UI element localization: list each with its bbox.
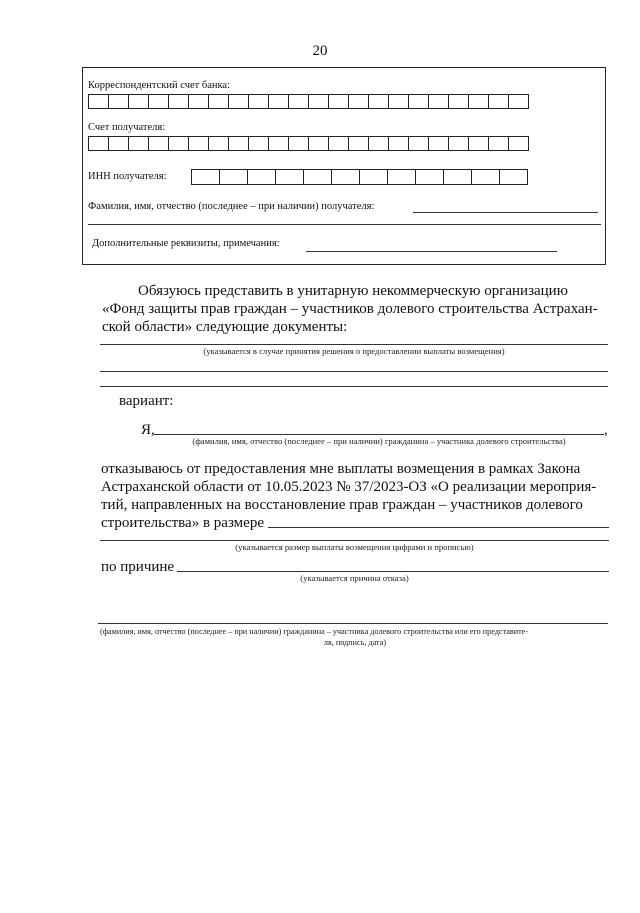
refusal-line-4: строительства» в размере bbox=[101, 515, 264, 531]
signature-caption-line-2: ля, подпись, дата) bbox=[323, 638, 387, 647]
reason-caption: (указывается причина отказа) bbox=[300, 573, 409, 583]
amount-caption: (указывается размер выплаты возмещения цифрами и прописью) bbox=[235, 542, 474, 552]
corr-account-cells[interactable] bbox=[88, 94, 529, 109]
amount-line-2[interactable] bbox=[100, 540, 609, 541]
page-number: 20 bbox=[312, 43, 328, 59]
refusal-line-1: отказываюсь от предоставления мне выплаты возмещения в рамках Закона bbox=[101, 461, 581, 477]
recipient-name-line[interactable] bbox=[413, 212, 598, 213]
corr-account-label: Корреспондентский счет банка: bbox=[88, 80, 231, 91]
commitment-line-2: «Фонд защиты прав граждан – участников долевого строительства Астрахан- bbox=[102, 301, 598, 317]
documents-caption: (указывается в случае принятия решения о предоставлении выплаты возмещения) bbox=[203, 346, 505, 356]
commitment-line-1: Обязуюсь представить в унитарную некоммерческую организацию bbox=[138, 283, 568, 299]
inn-cells[interactable] bbox=[191, 169, 528, 185]
ya-label: Я, bbox=[141, 422, 155, 438]
refusal-line-3: тий, направленных на восстановление прав граждан – участников долевого bbox=[101, 497, 583, 513]
signature-caption-line-1: (фамилия, имя, отчество (последнее – при наличии) гражданина – участника долевого строительства или его представите- bbox=[100, 627, 529, 636]
reason-line[interactable] bbox=[177, 571, 609, 572]
documents-line-3[interactable] bbox=[100, 386, 608, 387]
recipient-name-label: Фамилия, имя, отчество (последнее – при наличии) получателя: bbox=[88, 201, 375, 212]
citizen-name-caption: (фамилия, имя, отчество (последнее – при наличии) гражданина – участника долевого строительства) bbox=[192, 436, 566, 446]
recipient-account-label: Счет получателя: bbox=[88, 122, 166, 133]
citizen-name-line[interactable] bbox=[154, 434, 604, 435]
inn-label: ИНН получателя: bbox=[88, 171, 167, 182]
amount-line-1[interactable] bbox=[268, 527, 609, 528]
additional-label: Дополнительные реквизиты, примечания: bbox=[92, 238, 280, 249]
reason-label: по причине bbox=[101, 559, 175, 575]
refusal-line-2: Астраханской области от 10.05.2023 № 37/2023-ОЗ «О реализации мероприя- bbox=[101, 479, 597, 495]
signature-line[interactable] bbox=[98, 623, 608, 624]
additional-line[interactable] bbox=[306, 251, 557, 252]
comma: , bbox=[604, 422, 608, 438]
variant-label: вариант: bbox=[119, 393, 174, 409]
commitment-line-3: ской области» следующие документы: bbox=[102, 319, 348, 335]
recipient-name-line-2[interactable] bbox=[88, 224, 601, 225]
documents-line-2[interactable] bbox=[100, 371, 608, 372]
recipient-account-cells[interactable] bbox=[88, 136, 529, 151]
documents-line-1[interactable] bbox=[100, 344, 608, 345]
signature-caption bbox=[100, 626, 610, 648]
